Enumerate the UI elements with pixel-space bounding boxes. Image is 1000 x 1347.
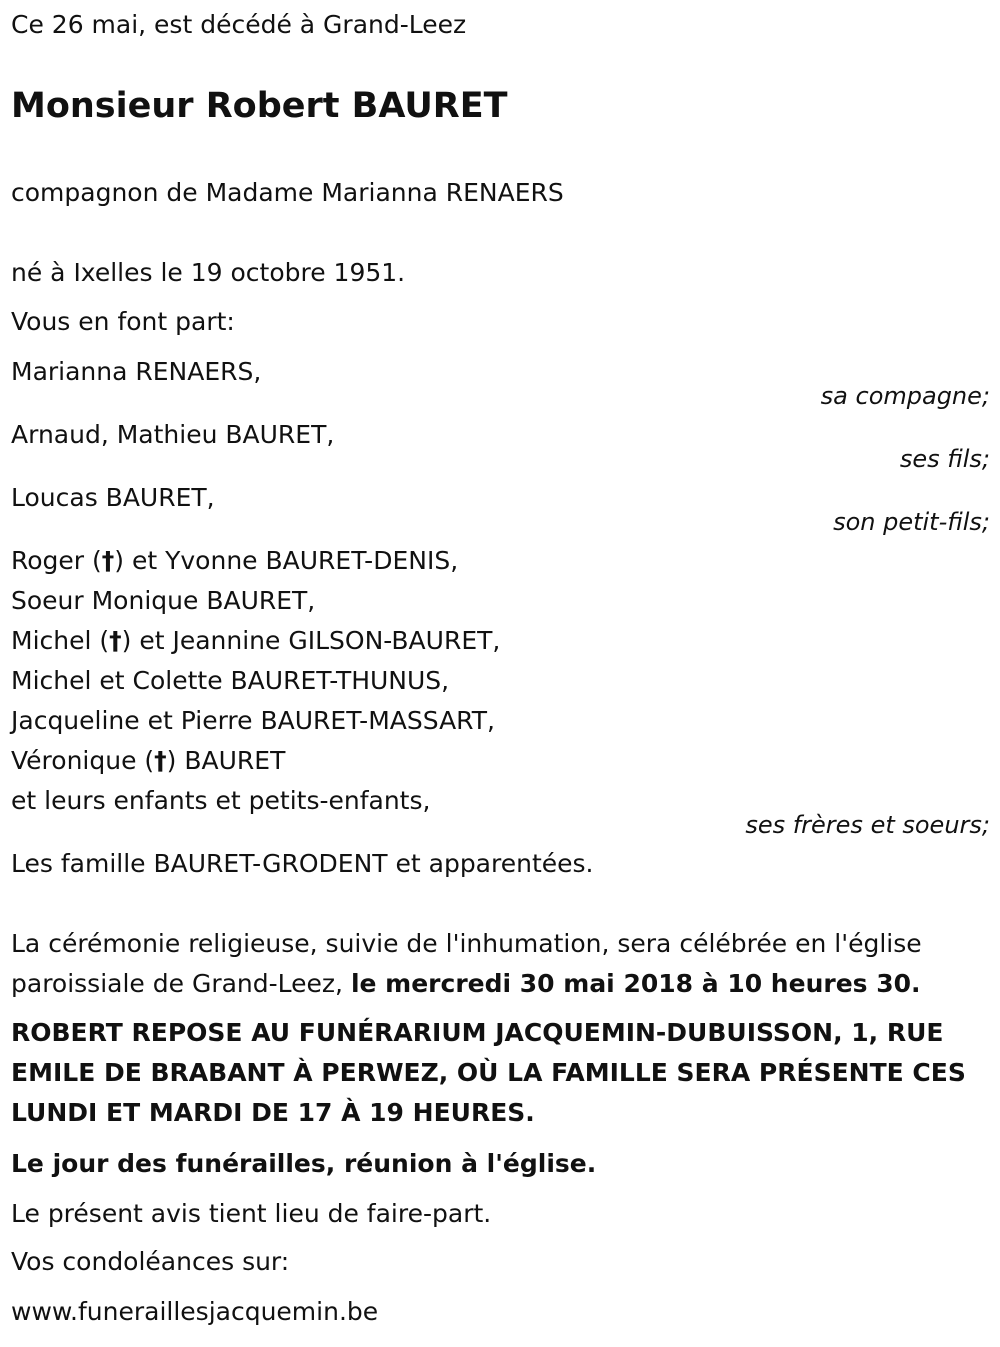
sibling-line-6: [11, 746, 285, 776]
cross-icon: †: [101, 546, 115, 575]
funerarium-line: EMILE DE BRABANT À PERWEZ, OÙ LA FAMILLE SERA PRÉSENTE CES: [11, 1058, 966, 1087]
sibling-text: ) et Yvonne BAURET-DENIS,: [114, 546, 459, 575]
sibling-text: Roger (: [11, 546, 102, 575]
sibling-line-3: [11, 626, 500, 656]
sibling-text: Michel (: [11, 626, 110, 655]
sibling-line-1: [11, 546, 458, 576]
companion-relation: sa compagne;: [820, 382, 990, 410]
birth-line: né à Ixelles le 19 octobre 1951.: [11, 258, 406, 287]
sibling-line-2: Soeur Monique BAURET,: [11, 586, 316, 615]
funerarium-line: ROBERT REPOSE AU FUNÉRARIUM JACQUEMIN-DUBUISSON, 1, RUE: [11, 1018, 944, 1047]
sibling-line-5: Jacqueline et Pierre BAURET-MASSART,: [11, 706, 495, 735]
ceremony-line-2: [11, 969, 921, 999]
ceremony-line-1: La cérémonie religieuse, suivie de l'inhumation, sera célébrée en l'église: [11, 929, 922, 958]
grandson-name: Loucas BAURET,: [11, 483, 215, 512]
family-intro: Vous en font part:: [11, 307, 235, 336]
announcement: Ce 26 mai, est décédé à Grand-Leez: [11, 10, 467, 39]
companion-name: Marianna RENAERS,: [11, 357, 262, 386]
sons-relation: ses fils;: [899, 445, 990, 473]
sibling-line-7: et leurs enfants et petits-enfants,: [11, 786, 431, 815]
siblings-relation: ses frères et soeurs;: [745, 811, 990, 839]
families-line: Les famille BAURET-GRODENT et apparentées.: [11, 849, 594, 878]
grandson-relation: son petit-fils;: [833, 508, 990, 536]
funerarium-notice: [11, 1013, 971, 1133]
sibling-text: ) et Jeannine GILSON-BAURET,: [121, 626, 501, 655]
meeting-line: Le jour des funérailles, réunion à l'église.: [11, 1149, 597, 1178]
cross-icon: †: [154, 746, 167, 775]
ceremony-date: le mercredi 30 mai 2018 à 10 heures 30.: [350, 969, 921, 998]
condolences-line: Vos condoléances sur:: [11, 1247, 290, 1276]
deceased-name: Monsieur Robert BAURET: [11, 86, 508, 126]
cross-icon: †: [109, 626, 122, 655]
companion-line: compagnon de Madame Marianna RENAERS: [11, 178, 564, 207]
sons-names: Arnaud, Mathieu BAURET,: [11, 420, 335, 449]
notice-line: Le présent avis tient lieu de faire-part.: [11, 1199, 492, 1228]
website-link[interactable]: www.funeraillesjacquemin.be: [11, 1297, 379, 1326]
funerarium-line: LUNDI ET MARDI DE 17 À 19 HEURES.: [11, 1098, 535, 1127]
sibling-line-4: Michel et Colette BAURET-THUNUS,: [11, 666, 450, 695]
sibling-text: Véronique (: [11, 746, 155, 775]
sibling-text: ) BAURET: [166, 746, 286, 775]
ceremony-place: paroissiale de Grand-Leez,: [11, 969, 343, 998]
